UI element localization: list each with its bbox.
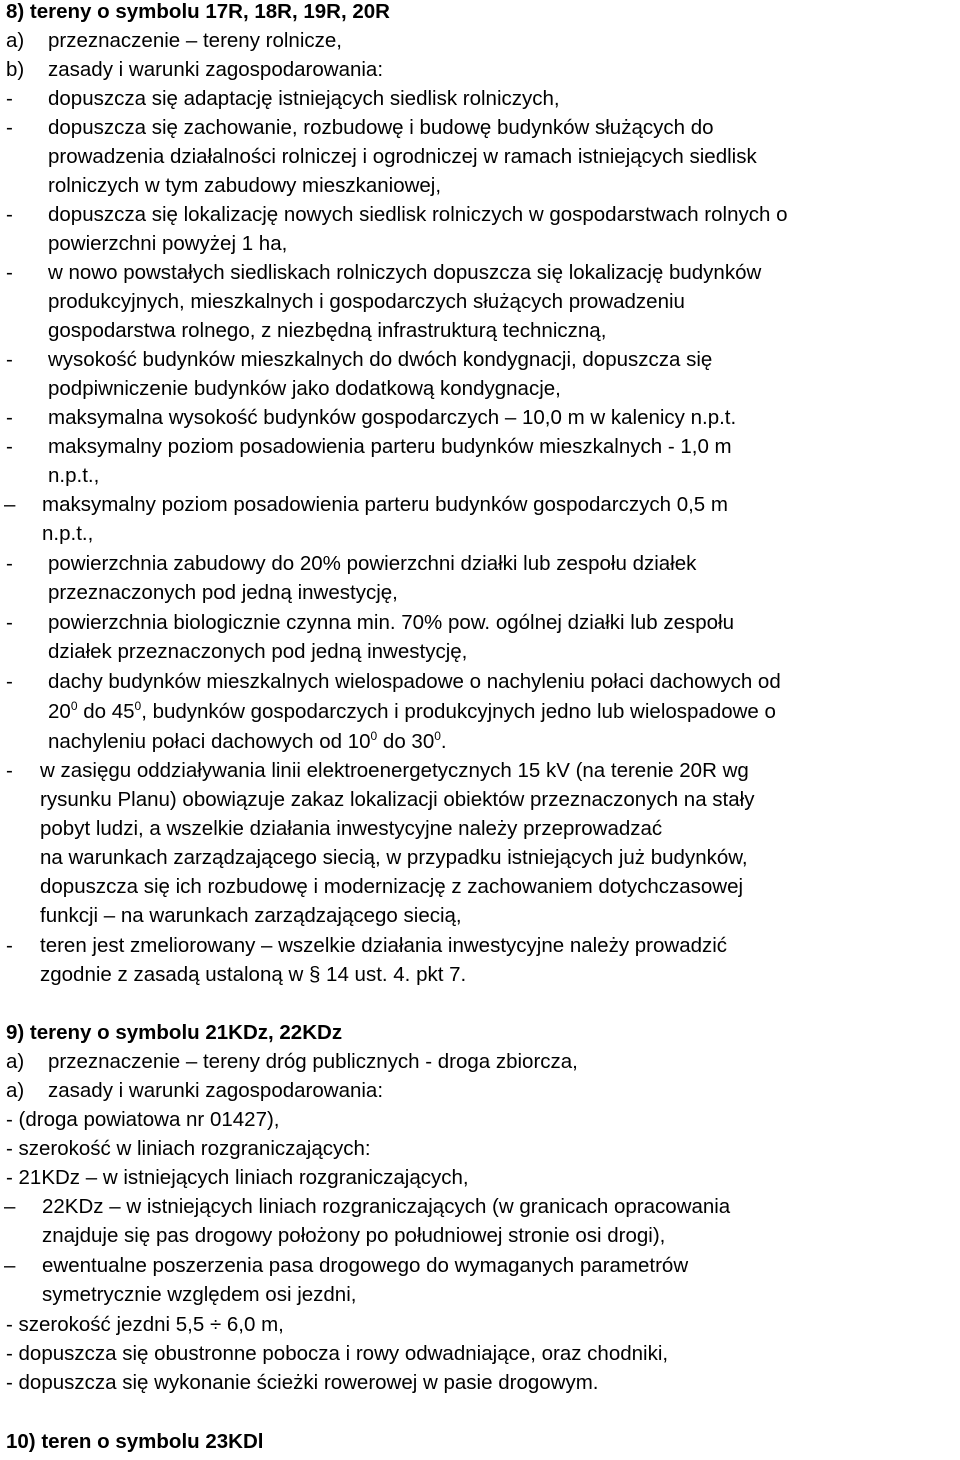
list-item-cont: funkcji – na warunkach zarządzającego siecią,: [40, 904, 462, 927]
list-marker: a): [6, 1050, 25, 1073]
list-item: zasady i warunki zagospodarowania:: [48, 1079, 384, 1102]
list-item: przeznaczenie – tereny rolnicze,: [48, 29, 342, 52]
list-item: - dopuszcza się wykonanie ścieżki rowerowej w pasie drogowym.: [6, 1371, 599, 1394]
list-item: teren jest zmeliorowany – wszelkie działania inwestycyjne należy prowadzić: [40, 934, 728, 957]
list-marker: a): [6, 29, 25, 52]
list-marker: a): [6, 1079, 25, 1102]
list-item: przeznaczenie – tereny dróg publicznych - droga zbiorcza,: [48, 1050, 578, 1073]
dash-marker: -: [6, 406, 13, 429]
list-item-cont: działek przeznaczonych pod jedną inwestycję,: [48, 640, 468, 663]
list-item: - 21KDz – w istniejących liniach rozgraniczających,: [6, 1166, 469, 1189]
list-item: - (droga powiatowa nr 01427),: [6, 1108, 280, 1131]
list-item-cont: dopuszcza się ich rozbudowę i modernizację z zachowaniem dotychczasowej: [40, 875, 744, 898]
dash-marker: -: [6, 670, 13, 693]
list-item-cont: znajduje się pas drogowy położony po południowej stronie osi drogi),: [42, 1224, 666, 1247]
list-item: w zasięgu oddziaływania linii elektroenergetycznych 15 kV (na terenie 20R wg: [40, 759, 749, 782]
list-item-cont: symetrycznie względem osi jezdni,: [42, 1283, 357, 1306]
list-item-cont: n.p.t.,: [48, 464, 100, 487]
list-item: maksymalny poziom posadowienia parteru budynków gospodarczych 0,5 m: [42, 493, 728, 516]
list-item-cont: n.p.t.,: [42, 522, 94, 545]
dash-marker: -: [6, 348, 13, 371]
list-item-cont: zgodnie z zasadą ustaloną w § 14 ust. 4. pkt 7.: [40, 963, 467, 986]
list-item: dopuszcza się zachowanie, rozbudowę i budowę budynków służących do: [48, 116, 714, 139]
list-item-cont: podpiwniczenie budynków jako dodatkową kondygnacje,: [48, 377, 561, 400]
section-8-heading: 8) tereny o symbolu 17R, 18R, 19R, 20R: [6, 0, 390, 23]
dash-marker: –: [4, 493, 16, 516]
section-9-heading: 9) tereny o symbolu 21KDz, 22KDz: [6, 1021, 343, 1044]
dash-marker: –: [4, 1195, 16, 1218]
dash-marker: –: [4, 1254, 16, 1277]
list-item-cont: przeznaczonych pod jedną inwestycję,: [48, 581, 398, 604]
dash-marker: -: [6, 759, 13, 782]
dash-marker: -: [6, 87, 13, 110]
section-10-heading: 10) teren o symbolu 23KDl: [6, 1430, 264, 1453]
list-item-cont: nachyleniu połaci dachowych od $10^0$ do $30^0$.: [48, 729, 447, 753]
dash-marker: -: [6, 203, 13, 226]
list-item: - szerokość jezdni 5,5 ÷ 6,0 m,: [6, 1313, 284, 1336]
list-item-cont: prowadzenia działalności rolniczej i ogrodniczej w ramach istniejących siedlisk: [48, 145, 757, 168]
list-item-cont: na warunkach zarządzającego siecią, w przypadku istniejących już budynków,: [40, 846, 748, 869]
list-item-cont: pobyt ludzi, a wszelkie działania inwestycyjne należy przeprowadzać: [40, 817, 663, 840]
list-item: maksymalny poziom posadowienia parteru budynków mieszkalnych - 1,0 m: [48, 435, 732, 458]
list-item: 22KDz – w istniejących liniach rozgraniczających (w granicach opracowania: [42, 1195, 731, 1218]
list-item-cont: rolniczych w tym zabudowy mieszkaniowej,: [48, 174, 442, 197]
dash-marker: -: [6, 934, 13, 957]
list-item: zasady i warunki zagospodarowania:: [48, 58, 384, 81]
dash-marker: -: [6, 552, 13, 575]
list-item: dopuszcza się adaptację istniejących siedlisk rolniczych,: [48, 87, 560, 110]
list-item: dachy budynków mieszkalnych wielospadowe o nachyleniu połaci dachowych od: [48, 670, 781, 693]
dash-marker: -: [6, 116, 13, 139]
list-item: dopuszcza się lokalizację nowych siedlisk rolniczych w gospodarstwach rolnych o: [48, 203, 788, 226]
list-item-cont: $20^0$ do $45^0$, budynków gospodarczych i produkcyjnych jedno lub wielospadowe o: [48, 699, 776, 723]
list-item: - szerokość w liniach rozgraniczających:: [6, 1137, 371, 1160]
list-item: maksymalna wysokość budynków gospodarczych – 10,0 m w kalenicy n.p.t.: [48, 406, 737, 429]
dash-marker: -: [6, 261, 13, 284]
list-item: - dopuszcza się obustronne pobocza i rowy odwadniające, oraz chodniki,: [6, 1342, 669, 1365]
list-item-cont: produkcyjnych, mieszkalnych i gospodarczych służących prowadzeniu: [48, 290, 685, 313]
list-item: w nowo powstałych siedliskach rolniczych dopuszcza się lokalizację budynków: [48, 261, 762, 284]
list-item-cont: gospodarstwa rolnego, z niezbędną infrastrukturą techniczną,: [48, 319, 607, 342]
list-item: wysokość budynków mieszkalnych do dwóch kondygnacji, dopuszcza się: [48, 348, 713, 371]
dash-marker: -: [6, 611, 13, 634]
list-item: ewentualne poszerzenia pasa drogowego do wymaganych parametrów: [42, 1254, 689, 1277]
list-item-cont: rysunku Planu) obowiązuje zakaz lokalizacji obiektów przeznaczonych na stały: [40, 788, 755, 811]
dash-marker: -: [6, 435, 13, 458]
list-marker: b): [6, 58, 25, 81]
list-item-cont: powierzchni powyżej 1 ha,: [48, 232, 288, 255]
list-item: powierzchnia zabudowy do 20% powierzchni działki lub zespołu działek: [48, 552, 697, 575]
list-item: powierzchnia biologicznie czynna min. 70% pow. ogólnej działki lub zespołu: [48, 611, 735, 634]
